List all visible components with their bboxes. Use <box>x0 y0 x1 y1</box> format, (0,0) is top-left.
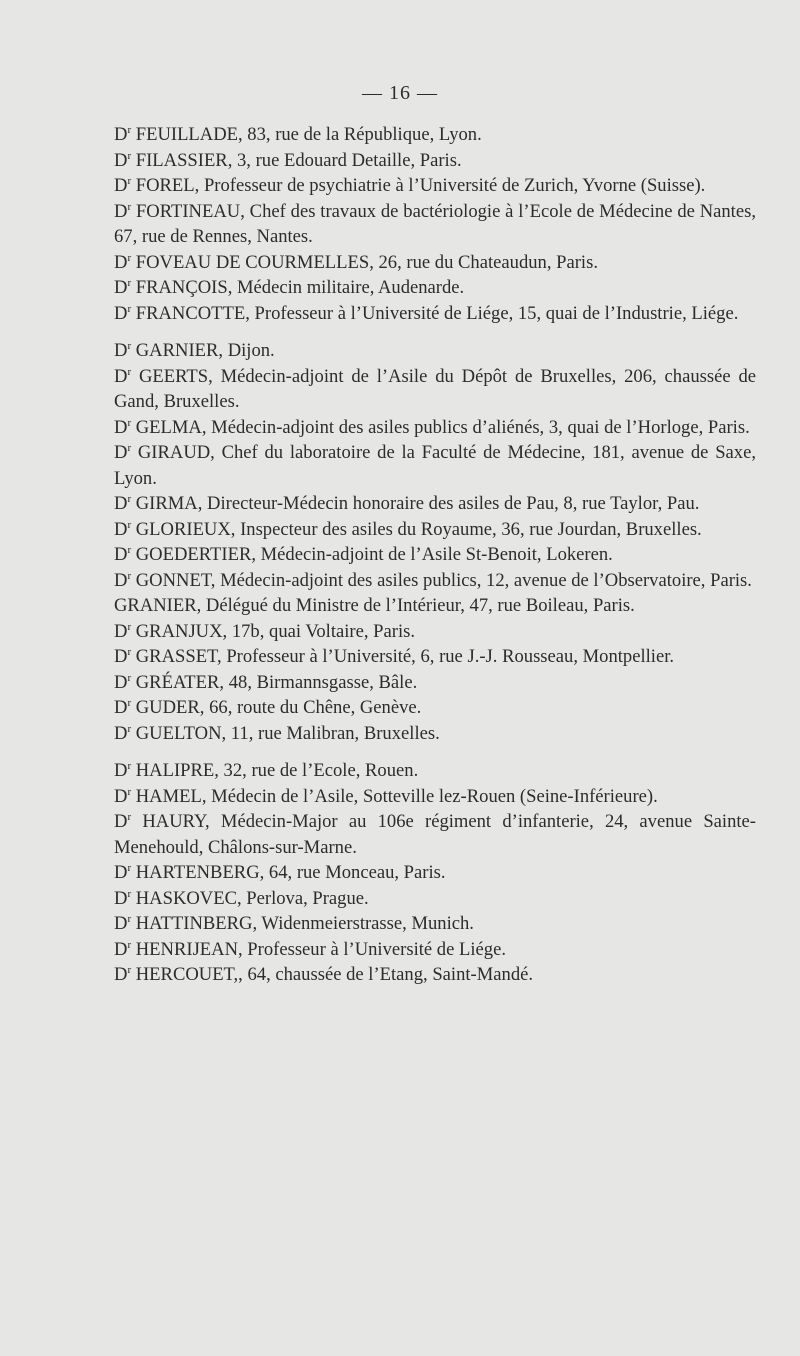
entry-title-superscript: r <box>127 251 132 264</box>
entry-title-letter: D <box>114 277 128 298</box>
member-entry <box>114 670 756 696</box>
member-entry <box>114 415 756 441</box>
entry-title <box>114 697 131 718</box>
entry-title-letter: D <box>114 251 128 273</box>
entry-title-superscript: r <box>127 759 132 772</box>
entry-title <box>114 862 131 883</box>
entry-title-superscript: r <box>127 861 132 874</box>
member-entry <box>114 784 756 810</box>
entry-title-letter: D <box>114 811 128 832</box>
member-entry <box>114 122 756 148</box>
entry-title-superscript: r <box>127 492 132 505</box>
member-list <box>114 122 756 988</box>
entry-text: GELMA, Médecin-adjoint des asiles publics d’aliénés, 3, quai de l’Horloge, Paris. <box>131 416 750 438</box>
member-entry <box>114 148 756 174</box>
entry-title <box>114 723 131 744</box>
entry-title-letter: D <box>114 175 128 196</box>
entry-text: FOVEAU DE COURMELLES, 26, rue du Chateaudun, Paris. <box>131 251 598 273</box>
entry-text: HERCOUET,, 64, chaussée de l’Etang, Saint-Mandé. <box>131 964 534 985</box>
entry-title <box>114 201 131 222</box>
member-entry <box>114 173 756 199</box>
entry-title-superscript: r <box>127 938 132 951</box>
entry-title <box>114 417 131 438</box>
entry-title <box>114 124 131 145</box>
entry-title-superscript: r <box>127 416 132 429</box>
entry-title-letter: D <box>114 340 128 361</box>
entry-text: FORTINEAU, Chef des travaux de bactériologie à l’Ecole de Médecine de Nantes, 67, rue de Rennes, Nantes. <box>114 200 756 247</box>
entry-title-letter: D <box>114 671 128 693</box>
member-entry <box>114 542 756 568</box>
member-entry <box>114 338 756 364</box>
entry-text: GARNIER, Dijon. <box>131 340 275 361</box>
member-entry <box>114 721 756 747</box>
entry-text: HAMEL, Médecin de l’Asile, Sotteville lez-Rouen (Seine-Inférieure). <box>131 785 658 807</box>
entry-title <box>114 150 131 171</box>
entry-title-superscript: r <box>127 785 132 798</box>
entry-title-superscript: r <box>127 696 132 709</box>
section-gap <box>114 326 756 338</box>
member-entry <box>114 695 756 721</box>
entry-title-superscript: r <box>127 123 132 136</box>
entry-title-letter: D <box>114 569 128 591</box>
entry-text: HARTENBERG, 64, rue Monceau, Paris. <box>131 862 446 883</box>
entry-text: GIRMA, Directeur-Médecin honoraire des asiles de Pau, 8, rue Taylor, Pau. <box>131 493 700 514</box>
entry-title <box>114 175 131 196</box>
entry-title <box>114 340 131 361</box>
entry-text: HATTINBERG, Widenmeierstrasse, Munich. <box>131 913 474 934</box>
entry-title-letter: D <box>114 862 128 883</box>
entry-title <box>114 621 131 642</box>
entry-title <box>114 811 131 832</box>
entry-title <box>114 570 131 591</box>
member-entry <box>114 275 756 301</box>
entry-title-letter: D <box>114 964 128 985</box>
entry-title-letter: D <box>114 646 128 667</box>
entry-text: GRASSET, Professeur à l’Université, 6, rue J.-J. Rousseau, Montpellier. <box>131 646 675 667</box>
member-entry <box>114 644 756 670</box>
entry-text: HENRIJEAN, Professeur à l’Université de Liége. <box>131 938 506 960</box>
entry-title-letter: D <box>114 620 128 642</box>
entry-title-letter: D <box>114 493 128 514</box>
entry-text: FRANCOTTE, Professeur à l’Université de Liége, 15, quai de l’Industrie, Liége. <box>131 302 739 324</box>
entry-title-letter: D <box>114 200 128 222</box>
entry-title <box>114 442 131 463</box>
entry-title-letter: D <box>114 938 128 960</box>
entry-title <box>114 493 131 514</box>
entry-title-letter: D <box>114 416 128 438</box>
entry-title-letter: D <box>114 149 128 171</box>
entry-title-letter: D <box>114 518 128 540</box>
entry-title <box>114 786 131 807</box>
entry-title-letter: D <box>114 442 128 463</box>
member-entry <box>114 860 756 886</box>
entry-text: FEUILLADE, 83, rue de la République, Lyon. <box>131 124 482 145</box>
entry-title-letter: D <box>114 365 128 387</box>
member-entry <box>114 886 756 912</box>
entry-title-letter: D <box>114 887 128 909</box>
entry-text: GRÉATER, 48, Birmannsgasse, Bâle. <box>131 671 418 693</box>
entry-title <box>114 277 131 298</box>
entry-title-superscript: r <box>127 569 132 582</box>
member-entry <box>114 962 756 988</box>
entry-title <box>114 939 131 960</box>
entry-title-superscript: r <box>127 441 132 454</box>
entry-title <box>114 544 131 565</box>
entry-title <box>114 366 131 387</box>
member-entry <box>114 758 756 784</box>
entry-title-superscript: r <box>127 302 132 315</box>
entry-title-letter: D <box>114 697 128 718</box>
entry-title-superscript: r <box>127 810 132 823</box>
entry-title-letter: D <box>114 544 128 565</box>
entry-title <box>114 303 131 324</box>
entry-title-superscript: r <box>127 912 132 925</box>
member-entry <box>114 937 756 963</box>
entry-title-letter: D <box>114 913 128 934</box>
entry-text: GRANIER, Délégué du Ministre de l’Intérieur, 47, rue Boileau, Paris. <box>114 595 635 616</box>
entry-title <box>114 888 131 909</box>
entry-title-superscript: r <box>127 645 132 658</box>
entry-title-superscript: r <box>127 518 132 531</box>
entry-text: GRANJUX, 17b, quai Voltaire, Paris. <box>131 620 415 642</box>
entry-text: HASKOVEC, Perlova, Prague. <box>131 887 369 909</box>
entry-title-superscript: r <box>127 149 132 162</box>
entry-title-superscript: r <box>127 887 132 900</box>
entry-title <box>114 672 131 693</box>
entry-title-superscript: r <box>127 339 132 352</box>
entry-text: GONNET, Médecin-adjoint des asiles publics, 12, avenue de l’Observatoire, Paris. <box>131 569 752 591</box>
member-entry <box>114 593 756 619</box>
entry-title-superscript: r <box>127 620 132 633</box>
entry-text: GEERTS, Médecin-adjoint de l’Asile du Dépôt de Bruxelles, 206, chaussée de Gand, Bruxelles. <box>114 365 756 412</box>
entry-title <box>114 760 131 781</box>
entry-title <box>114 913 131 934</box>
entry-title-superscript: r <box>127 671 132 684</box>
entry-title-superscript: r <box>127 963 132 976</box>
entry-text: GUDER, 66, route du Chêne, Genève. <box>131 697 422 718</box>
entry-title-superscript: r <box>127 722 132 735</box>
member-entry <box>114 619 756 645</box>
entry-text: GOEDERTIER, Médecin-adjoint de l’Asile St-Benoit, Lokeren. <box>131 544 613 565</box>
entry-title-letter: D <box>114 760 128 781</box>
member-entry <box>114 517 756 543</box>
entry-title-superscript: r <box>127 543 132 556</box>
entry-title <box>114 252 131 273</box>
section-gap <box>114 746 756 758</box>
entry-title <box>114 519 131 540</box>
member-entry <box>114 911 756 937</box>
entry-title-letter: D <box>114 302 128 324</box>
entry-title <box>114 964 131 985</box>
entry-title-letter: D <box>114 124 128 145</box>
member-entry <box>114 301 756 327</box>
member-entry <box>114 491 756 517</box>
entry-title-superscript: r <box>127 365 132 378</box>
page-number: — 16 — <box>362 82 438 104</box>
entry-title-letter: D <box>114 722 128 744</box>
entry-title <box>114 646 131 667</box>
entry-text: HALIPRE, 32, rue de l’Ecole, Rouen. <box>131 760 419 781</box>
member-entry <box>114 568 756 594</box>
member-entry <box>114 809 756 860</box>
entry-text: GIRAUD, Chef du laboratoire de la Faculté de Médecine, 181, avenue de Saxe, Lyon. <box>114 442 756 489</box>
entry-text: FRANÇOIS, Médecin militaire, Audenarde. <box>131 277 465 298</box>
entry-text: GLORIEUX, Inspecteur des asiles du Royaume, 36, rue Jourdan, Bruxelles. <box>131 518 702 540</box>
entry-title-superscript: r <box>127 200 132 213</box>
member-entry <box>114 199 756 250</box>
entry-text: FOREL, Professeur de psychiatrie à l’Université de Zurich, Yvorne (Suisse). <box>131 175 706 196</box>
entry-title-superscript: r <box>127 174 132 187</box>
member-entry <box>114 440 756 491</box>
entry-title-letter: D <box>114 785 128 807</box>
entry-text: FILASSIER, 3, rue Edouard Detaille, Paris. <box>131 149 462 171</box>
entry-title-superscript: r <box>127 276 132 289</box>
entry-text: HAURY, Médecin-Major au 106e régiment d’infanterie, 24, avenue Sainte-Menehould, Châlons-sur-Marne. <box>114 811 756 858</box>
member-entry <box>114 250 756 276</box>
entry-text: GUELTON, 11, rue Malibran, Bruxelles. <box>131 722 440 744</box>
member-entry <box>114 364 756 415</box>
